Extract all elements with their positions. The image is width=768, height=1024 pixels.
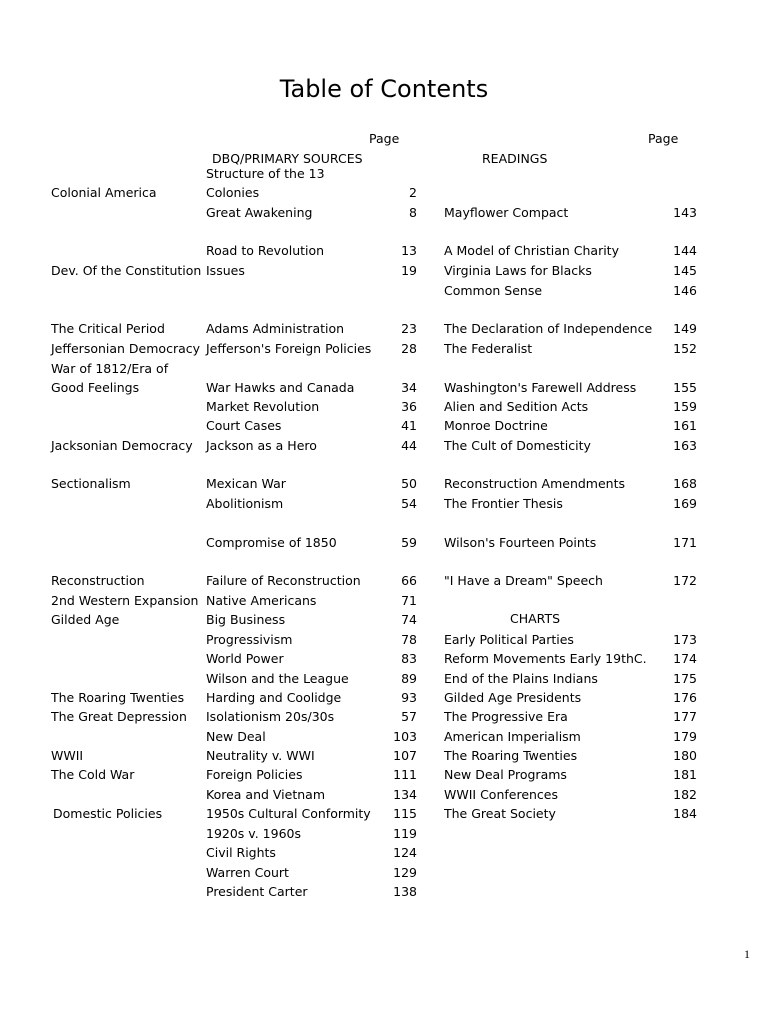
dbq-entry-page: 44 xyxy=(401,438,417,453)
chart-entry-page: 173 xyxy=(673,632,697,647)
topic-label: Reconstruction xyxy=(51,573,145,588)
chart-entry-title: Early Political Parties xyxy=(444,632,574,647)
dbq-entry-title: Big Business xyxy=(206,612,286,627)
dbq-entry-title: 1920s v. 1960s xyxy=(206,826,301,841)
dbq-entry-title: Foreign Policies xyxy=(206,767,303,782)
chart-entry-page: 176 xyxy=(673,690,697,705)
dbq-entry-title: New Deal xyxy=(206,729,266,744)
topic-label: Jeffersonian Democracy xyxy=(51,341,201,356)
dbq-entry-title: Compromise of 1850 xyxy=(206,535,337,550)
topic-label: The Cold War xyxy=(51,767,135,782)
reading-entry-title: Mayflower Compact xyxy=(444,205,569,220)
dbq-entry-title: Korea and Vietnam xyxy=(206,787,326,802)
dbq-entry-page: 13 xyxy=(401,243,417,258)
reading-entry-title: The Declaration of Independence xyxy=(444,321,653,336)
dbq-entry-page: 54 xyxy=(401,496,417,511)
dbq-entry-page: 19 xyxy=(401,263,417,278)
dbq-entry-page: 134 xyxy=(393,787,417,802)
dbq-entry-title: Issues xyxy=(206,263,245,278)
dbq-entry-page: 124 xyxy=(393,845,417,860)
topic-label: The Great Depression xyxy=(51,709,187,724)
chart-entry-title: American Imperialism xyxy=(444,729,581,744)
dbq-entry-title: President Carter xyxy=(206,884,308,899)
reading-entry-title: The Frontier Thesis xyxy=(444,496,563,511)
chart-entry-page: 177 xyxy=(673,709,697,724)
dbq-entry-page: 71 xyxy=(401,593,417,608)
dbq-entry-page: 107 xyxy=(393,748,417,763)
topic-label: Good Feelings xyxy=(51,380,140,395)
dbq-entry-title: Market Revolution xyxy=(206,399,320,414)
reading-entry-page: 143 xyxy=(673,205,697,220)
dbq-entry-page: 57 xyxy=(401,709,417,724)
dbq-entry-title: 1950s Cultural Conformity xyxy=(206,806,371,821)
topic-label: The Roaring Twenties xyxy=(51,690,185,705)
page-header-left: Page xyxy=(369,131,400,146)
dbq-entry-page: 66 xyxy=(401,573,417,588)
chart-entry-page: 181 xyxy=(673,767,697,782)
reading-entry-title: A Model of Christian Charity xyxy=(444,243,619,258)
chart-entry-title: WWII Conferences xyxy=(444,787,559,802)
dbq-entry-title: Native Americans xyxy=(206,593,317,608)
dbq-entry-title: Wilson and the League xyxy=(206,671,349,686)
dbq-entry-page: 93 xyxy=(401,690,417,705)
dbq-entry-title: Failure of Reconstruction xyxy=(206,573,361,588)
dbq-entry-page: 28 xyxy=(401,341,417,356)
dbq-entry-title: Road to Revolution xyxy=(206,243,325,258)
reading-entry-title: Monroe Doctrine xyxy=(444,418,548,433)
dbq-entry-title: Warren Court xyxy=(206,865,289,880)
dbq-entry-page: 2 xyxy=(409,185,417,200)
reading-entry-page: 152 xyxy=(673,341,697,356)
reading-entry-title: The Cult of Domesticity xyxy=(444,438,591,453)
topic-label: War of 1812/Era of xyxy=(51,361,169,376)
chart-entry-title: End of the Plains Indians xyxy=(444,671,598,686)
chart-entry-title: The Great Society xyxy=(444,806,556,821)
topic-label: Dev. Of the Constitution xyxy=(51,263,202,278)
chart-entry-title: The Progressive Era xyxy=(444,709,568,724)
topic-label: WWII xyxy=(51,748,84,763)
dbq-entry-page: 8 xyxy=(409,205,417,220)
dbq-entry-title: Abolitionism xyxy=(206,496,284,511)
dbq-entry-title: Progressivism xyxy=(206,632,293,647)
reading-entry-title: Common Sense xyxy=(444,283,543,298)
reading-entry-title: Wilson's Fourteen Points xyxy=(444,535,597,550)
dbq-entry-page: 50 xyxy=(401,476,417,491)
dbq-entry-page: 83 xyxy=(401,651,417,666)
topic-label: 2nd Western Expansion xyxy=(51,593,199,608)
chart-entry-page: 182 xyxy=(673,787,697,802)
dbq-entry-title: Harding and Coolidge xyxy=(206,690,342,705)
dbq-column-header: DBQ/PRIMARY SOURCES xyxy=(212,151,363,166)
dbq-entry-page: 34 xyxy=(401,380,417,395)
charts-section-header: CHARTS xyxy=(509,611,561,626)
topic-label: Gilded Age xyxy=(51,612,120,627)
dbq-entry-title: Colonies xyxy=(206,185,260,200)
reading-entry-page: 161 xyxy=(673,418,697,433)
dbq-entry-title: Structure of the 13 xyxy=(206,166,325,181)
dbq-entry-title: Jefferson's Foreign Policies xyxy=(206,341,372,356)
reading-entry-page: 146 xyxy=(673,283,697,298)
dbq-entry-page: 23 xyxy=(401,321,417,336)
dbq-entry-page: 78 xyxy=(401,632,417,647)
dbq-entry-title: Neutrality v. WWI xyxy=(206,748,315,763)
reading-entry-title: Virginia Laws for Blacks xyxy=(444,263,592,278)
chart-entry-title: New Deal Programs xyxy=(444,767,567,782)
dbq-entry-page: 59 xyxy=(401,535,417,550)
topic-label: The Critical Period xyxy=(51,321,165,336)
dbq-entry-page: 138 xyxy=(393,884,417,899)
chart-entry-page: 179 xyxy=(673,729,697,744)
topic-label: Sectionalism xyxy=(51,476,131,491)
dbq-entry-title: Mexican War xyxy=(206,476,286,491)
reading-entry-page: 172 xyxy=(673,573,697,588)
dbq-entry-title: World Power xyxy=(206,651,284,666)
reading-entry-title: The Federalist xyxy=(444,341,533,356)
chart-entry-title: Gilded Age Presidents xyxy=(444,690,582,705)
reading-entry-page: 155 xyxy=(673,380,697,395)
topic-label: Domestic Policies xyxy=(53,806,163,821)
reading-entry-page: 144 xyxy=(673,243,697,258)
readings-column-header: READINGS xyxy=(482,151,548,166)
page-header-right: Page xyxy=(648,131,679,146)
chart-entry-page: 175 xyxy=(673,671,697,686)
reading-entry-page: 171 xyxy=(673,535,697,550)
reading-entry-page: 163 xyxy=(673,438,697,453)
dbq-entry-page: 111 xyxy=(393,767,417,782)
chart-entry-title: Reform Movements Early 19thC. xyxy=(444,651,647,666)
dbq-entry-page: 74 xyxy=(401,612,417,627)
reading-entry-title: Alien and Sedition Acts xyxy=(444,399,589,414)
dbq-entry-title: War Hawks and Canada xyxy=(206,380,355,395)
topic-label: Jacksonian Democracy xyxy=(51,438,193,453)
dbq-entry-page: 103 xyxy=(393,729,417,744)
dbq-entry-page: 36 xyxy=(401,399,417,414)
dbq-entry-page: 89 xyxy=(401,671,417,686)
reading-entry-title: Reconstruction Amendments xyxy=(444,476,625,491)
footer-page-number: 1 xyxy=(744,947,750,961)
topic-label: Colonial America xyxy=(51,185,157,200)
reading-entry-page: 159 xyxy=(673,399,697,414)
dbq-entry-title: Jackson as a Hero xyxy=(206,438,317,453)
dbq-entry-title: Isolationism 20s/30s xyxy=(206,709,335,724)
reading-entry-title: "I Have a Dream" Speech xyxy=(444,573,603,588)
dbq-entry-page: 129 xyxy=(393,865,417,880)
chart-entry-page: 180 xyxy=(673,748,697,763)
dbq-entry-title: Adams Administration xyxy=(206,321,345,336)
dbq-entry-page: 41 xyxy=(401,418,417,433)
reading-entry-page: 145 xyxy=(673,263,697,278)
chart-entry-page: 184 xyxy=(673,806,697,821)
dbq-entry-title: Civil Rights xyxy=(206,845,276,860)
chart-entry-page: 174 xyxy=(673,651,697,666)
dbq-entry-page: 115 xyxy=(393,806,417,821)
dbq-entry-title: Court Cases xyxy=(206,418,282,433)
page-title: Table of Contents xyxy=(279,75,489,103)
dbq-entry-page: 119 xyxy=(393,826,417,841)
reading-entry-title: Washington's Farewell Address xyxy=(444,380,637,395)
reading-entry-page: 149 xyxy=(673,321,697,336)
dbq-entry-title: Great Awakening xyxy=(206,205,313,220)
reading-entry-page: 169 xyxy=(673,496,697,511)
reading-entry-page: 168 xyxy=(673,476,697,491)
chart-entry-title: The Roaring Twenties xyxy=(444,748,578,763)
